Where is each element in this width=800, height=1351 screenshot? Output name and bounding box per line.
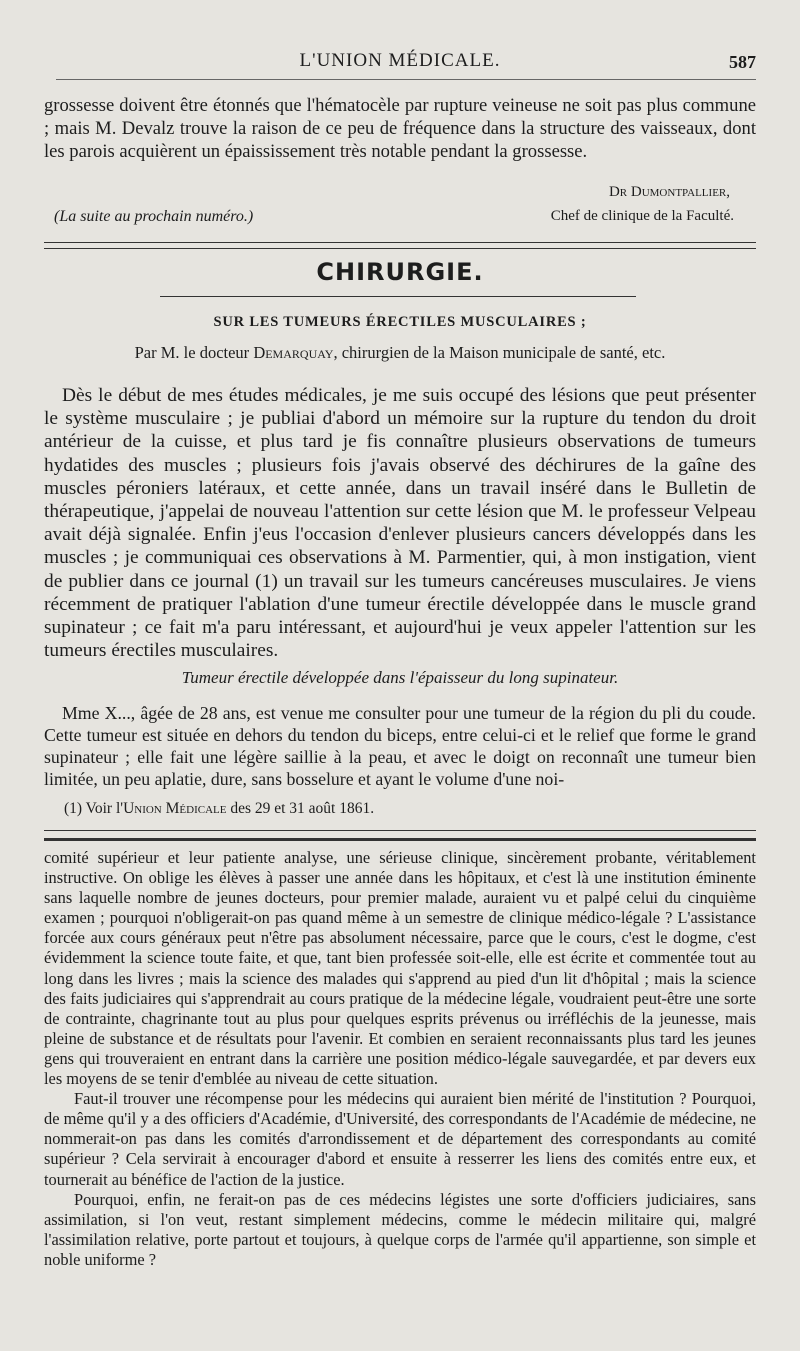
continuation-text (44, 94, 756, 163)
page-number: 587 (729, 52, 756, 72)
feuilleton-paragraph: Pourquoi, enfin, ne ferait-on pas de ces médecins légistes une sorte d'officiers judiciaires, sans assimilation, si l'on veut, restant simplement médecins, comme le médecin militaire qui, malgré l'assimilation relative, porte partout et toujours, à quelque corps de l'armée qu'il appartienne, son simple et noble uniforme ? (44, 1189, 756, 1269)
feuilleton-divider (44, 830, 756, 841)
signature-name: Dr Dumontpallier, (608, 184, 730, 200)
footnote (64, 800, 374, 818)
footnote-suffix: des 29 et 31 août 1861. (226, 800, 375, 817)
footnote-prefix: (1) Voir l' (64, 800, 124, 817)
header-rule (56, 79, 756, 80)
running-title: L'UNION MÉDICALE. (299, 50, 501, 71)
feuilleton-paragraph: Faut-il trouver une récompense pour les médecins qui auraient bien mérité de l'institution ? Pourquoi, de même qu'il y a des officiers d'Académie, d'Université, des correspondants de l'Académie de médecine, ne nommerait-on pas dans les comités d'arrondissement et de département des correspondants au comité supérieur ? Cela servirait à encourager d'abord et ensuite à resserrer les liens des comités entre eux, et tournerait au bénéfice de l'action de la justice. (44, 1089, 756, 1189)
case-paragraph: Mme X..., âgée de 28 ans, est venue me consulter pour une tumeur de la région du pli du coude. Cette tumeur est située en dehors du tendon du biceps, entre celui-ci et le relief que forme le grand supinateur ; elle fait une légère saillie à la peau, et avec le doigt on reconnaît une tumeur bien limitée, un peu aplatie, dure, sans bosselure et ayant le volume d'une noi- (44, 703, 756, 789)
signature-title: Chef de clinique de la Faculté. (550, 208, 734, 224)
byline-suffix: , chirurgien de la Maison municipale de santé, etc. (333, 343, 666, 362)
feuilleton-body (44, 848, 756, 1270)
continuation-paragraph: grossesse doivent être étonnés que l'hématocèle par rupture veineuse ne soit pas plus commune ; mais M. Devalz trouve la raison de ce peu de fréquence dans la structure des vaisseaux, dont les parois acquièrent un épaississement très notable pendant la grossesse. (44, 95, 756, 162)
case-subtitle: Tumeur érectile développée dans l'épaisseur du long supinateur. (181, 668, 619, 687)
section-title: CHIRURGIE. (316, 258, 484, 286)
suite-note: (La suite au prochain numéro.) (54, 208, 254, 225)
feuilleton-paragraph: comité supérieur et leur patiente analyse, une sérieuse clinique, sincèrement probante, véritablement instructive. On oblige les élèves à passer une année dans les hôpitaux, et c'est là une institution éminente sans laquelle nombre de jeunes docteurs, pour premier malade, auraient vu et palpé celui du cinquième examen ; pourquoi n'obligerait-on pas quand même à un semestre de clinique médico-légale ? L'assistance forcée aux cours généraux peut n'être pas absolument nécessaire, parce que le cours, c'est le dogme, c'est évidemment la science toute faite, et que, tant bien professée soit-elle, elle est écrite et commentée tout au long dans les livres ; mais la science des malades qui s'apprend au pied d'un lit d'hôpital ; mais la science des faits judiciaires qui s'apprendrait au cours pratique de la médecine légale, voudraient peut-être une sorte de contrainte, chagrinante tout au plus pour quelques esprits prévenus ou irréfléchis de la jeunesse, mais pleine de substance et de résultats pour l'avenir. Et combien en seraient reconnaissants plus tard les jeunes gens qui trouveraient en entrant dans la carrière une position médico-légale sauvegardée, et par devers eux les moyens de se tenir d'emblée au niveau de cette situation. (44, 848, 756, 1089)
case-body (44, 702, 756, 790)
article-byline (0, 343, 800, 363)
footnote-journal: Union Médicale (123, 800, 227, 817)
article-paragraph: Dès le début de mes études médicales, je me suis occupé des lésions que peut présenter le système musculaire ; je publiai d'abord un mémoire sur la rupture du tendon du droit antérieur de la cuisse, et plus tard je fis connaître plusieurs observations de tumeurs hydatides des muscles ; plusieurs fois j'avais observé des déchirures de la gaîne des muscles péroniers latéraux, et cette année, dans un travail inséré dans le Bulletin de thérapeutique, j'appelai de nouveau l'attention sur cette lésion que M. le professeur Velpeau avait déjà signalée. Enfin j'eus l'occasion d'enlever plusieurs cancers développés dans les muscles ; je communiquai ces observations à M. Parmentier, qui, à mon instigation, vient de publier dans ce journal (1) un travail sur les tumeurs cancéreuses musculaires. Je viens récemment de pratiquer l'ablation d'une tumeur érectile développée dans le muscle grand supinateur ; ce fait m'a paru intéressant, et aujourd'hui je veux appeler l'attention sur les tumeurs érectiles musculaires. (44, 385, 756, 662)
byline-author: Demarquay (253, 343, 334, 362)
section-divider (44, 242, 756, 249)
signature-block (44, 184, 756, 230)
article-body (44, 384, 756, 662)
section-title-rule (160, 296, 636, 297)
byline-prefix: Par M. le docteur (134, 343, 254, 362)
article-title: SUR LES TUMEURS ÉRECTILES MUSCULAIRES ; (213, 314, 587, 330)
page-header (44, 46, 756, 82)
